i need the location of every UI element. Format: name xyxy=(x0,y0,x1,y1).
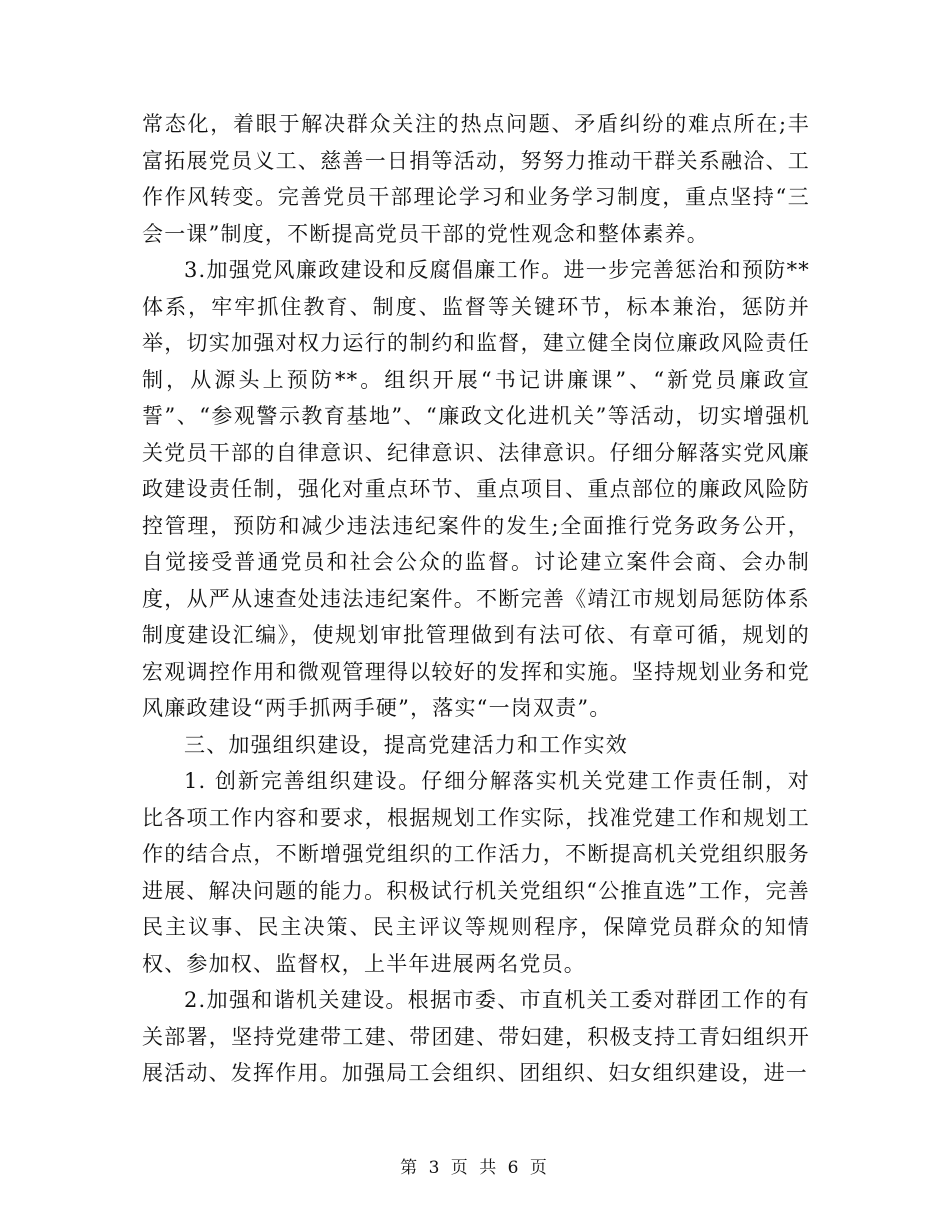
paragraph-item-1: 1. 创新完善组织建设。仔细分解落实机关党建工作责任制，对比各项工作内容和要求，根据规划工作实际，找准党建工作和规划工作的结合点，不断增强党组织的工作活力，不断提高机关党组织服务进展、解决问题的能力。积极试行机关党组织“公推直选”工作，完善民主议事、民主决策、民主评议等规则程序，保障党员群众的知情权、参加权、监督权，上半年进展两名党员。 xyxy=(142,769,810,976)
paragraph-continuation: 常态化，着眼于解决群众关注的热点问题、矛盾纠纷的难点所在;丰富拓展党员义工、慈善一日捐等活动，努努力推动干群关系融洽、工作作风转变。完善党员干部理论学习和业务学习制度，重点坚持“三会一课”制度，不断提高党员干部的党性观念和整体素养。 xyxy=(142,112,810,246)
section-heading-3: 三、加强组织建设，提高党建活力和工作实效 xyxy=(184,732,628,757)
paragraph-item-3: 3.加强党风廉政建设和反腐倡廉工作。进一步完善惩治和预防**体系，牢牢抓住教育、制度、监督等关键环节，标本兼治，惩防并举，切实加强对权力运行的制约和监督，建立健全岗位廉政风险责任制，从源头上预防**。组织开展“书记讲廉课”、“新党员廉政宣誓”、“参观警示教育基地”、“廉政文化进机关”等活动，切实增强机关党员干部的自律意识、纪律意识、法律意识。仔细分解落实党风廉政建设责任制，强化对重点环节、重点项目、重点部位的廉政风险防控管理，预防和减少违法违纪案件的发生;全面推行党务政务公开，自觉接受普通党员和社会公众的监督。讨论建立案件会商、会办制度，从严从速查处违法违纪案件。不断完善《靖江市规划局惩防体系制度建设汇编》，使规划审批管理做到有法可依、有章可循，规划的宏观调控作用和微观管理得以较好的发挥和实施。坚持规划业务和党风廉政建设“两手抓两手硬”，落实“一岗双责”。 xyxy=(142,258,810,720)
page-number-footer: 第 3 页 共 6 页 xyxy=(400,1158,550,1178)
paragraph-item-2: 2.加强和谐机关建设。根据市委、市直机关工委对群团工作的有关部署，坚持党建带工建、带团建、带妇建，积极支持工青妇组织开展活动、发挥作用。加强局工会组织、团组织、妇女组织建设，进一 xyxy=(142,988,810,1085)
document-body xyxy=(142,106,810,1092)
